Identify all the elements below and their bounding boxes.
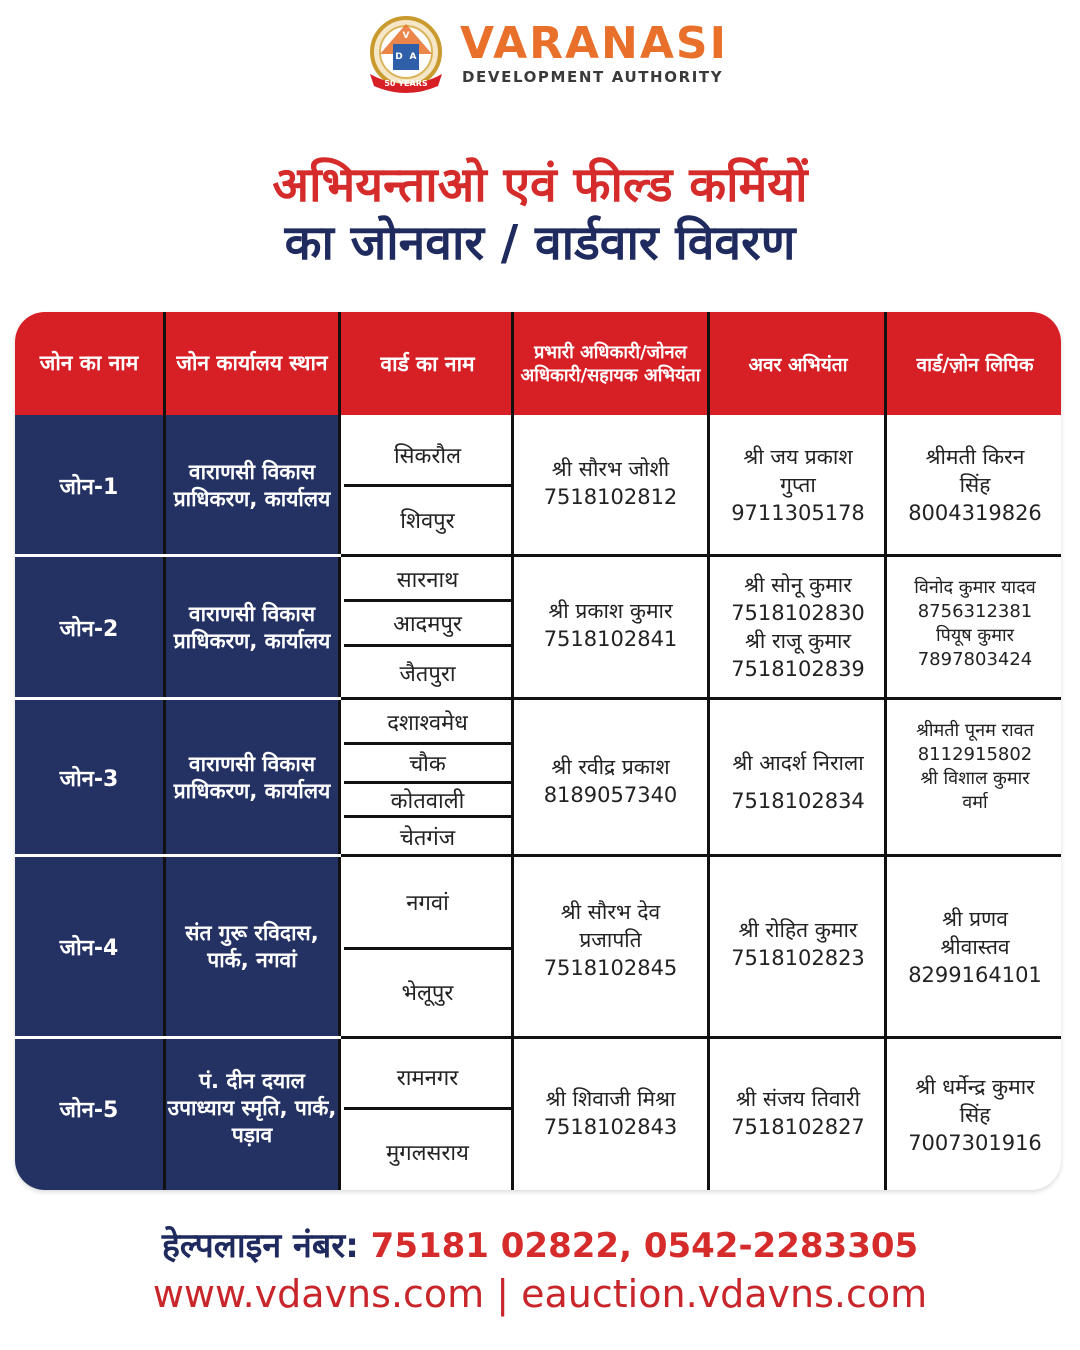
clerk-name: श्री प्रणव	[942, 907, 1008, 931]
je-phone: 7518102839	[731, 657, 865, 681]
zone-1-office: वाराणसी विकास प्राधिकरण, कार्यालय	[173, 459, 331, 511]
ward-divider	[344, 947, 511, 950]
row-divider	[341, 854, 1061, 857]
clerk-phone: 8299164101	[908, 963, 1042, 987]
officer-phone: 8189057340	[543, 782, 678, 807]
zone-1-clerk	[889, 440, 1061, 530]
ward-divider	[344, 599, 511, 602]
row-divider	[341, 554, 1061, 557]
clerk-name-cont: वर्मा	[962, 792, 988, 813]
je-phone: 7518102834	[731, 789, 865, 813]
officer-name: श्री शिवाजी मिश्रा	[545, 1086, 676, 1111]
brand-name: VARANASI	[460, 18, 728, 69]
officer-name: श्री सौरभ जोशी	[551, 456, 670, 481]
ward-chetganj: चेतगंज	[399, 826, 456, 851]
svg-text:D: D	[395, 52, 403, 62]
zone-2-office: वाराणसी विकास प्राधिकरण, कार्यालय	[173, 601, 331, 653]
row-divider	[15, 697, 341, 700]
table-header-row	[15, 312, 1061, 415]
officer-name: श्री सौरभ देव	[560, 900, 661, 924]
je-name: श्री राजू कुमार	[745, 629, 851, 653]
ward-bhelupur: भेलूपुर	[401, 981, 454, 1006]
zone-5-officer	[514, 1070, 707, 1155]
svg-text:V: V	[402, 31, 410, 41]
ward-kotwali: कोतवाली	[390, 788, 465, 814]
clerk-name: विनोद कुमार यादव	[914, 577, 1036, 598]
je-name-cont: गुप्ता	[780, 473, 816, 497]
clerk-name: श्री विशाल कुमार	[920, 768, 1030, 789]
je-phone: 7518102830	[731, 601, 865, 625]
je-name: श्री आदर्श निराला	[732, 751, 864, 775]
row-divider	[15, 854, 341, 857]
zone-5-office: पं. दीन दयाल उपाध्याय स्मृति, पार्क, पड़ाव	[167, 1069, 337, 1147]
ward-ramnagar: रामनगर	[396, 1066, 459, 1091]
ward-chowk: चौक	[409, 752, 446, 777]
header-junior-engineer: अवर अभियंता	[748, 353, 848, 376]
je-name: श्री सोनू कुमार	[744, 573, 852, 597]
header-clerk: वार्ड/ज़ोन लिपिक	[916, 353, 1034, 376]
row-divider	[341, 1036, 1061, 1039]
zone-1-junior-engineer	[712, 440, 884, 530]
officer-name: श्री रवीद्र प्रकाश	[551, 754, 670, 779]
zone-4-officer	[514, 890, 707, 990]
website-links[interactable]: www.vdavns.com | eauction.vdavns.com	[152, 1272, 928, 1316]
clerk-name-cont: सिंह	[959, 473, 991, 497]
officer-name-cont: प्रजापति	[579, 928, 642, 952]
je-name: श्री संजय तिवारी	[735, 1086, 861, 1111]
zone-details-table	[15, 312, 1061, 1190]
zone-3-junior-engineer	[712, 737, 884, 827]
ward-mughalsarai: मुगलसराय	[386, 1141, 469, 1166]
zone-4-name: जोन-4	[59, 936, 119, 961]
grid-line	[707, 312, 710, 1190]
zone-2-officer	[514, 582, 707, 667]
clerk-phone: 8756312381	[917, 601, 1033, 622]
ward-divider	[344, 644, 511, 647]
je-phone: 9711305178	[731, 501, 865, 525]
page-title-line-2: का जोनवार / वार्डवार विवरण	[284, 215, 796, 271]
clerk-phone: 8004319826	[908, 501, 1042, 525]
ward-nagwan: नगवां	[406, 891, 449, 916]
ward-divider	[344, 781, 511, 784]
officer-phone: 7518102812	[543, 484, 678, 509]
ward-sikraul: सिकरौल	[393, 444, 462, 469]
zone-1-officer	[514, 440, 707, 525]
zone-3-officer	[514, 738, 707, 823]
ward-divider	[344, 484, 511, 487]
zone-3-office: वाराणसी विकास प्राधिकरण, कार्यालय	[173, 751, 331, 803]
grid-line	[338, 312, 341, 1190]
zone-4-clerk	[889, 902, 1061, 992]
grid-line	[163, 312, 166, 1190]
row-divider	[15, 1036, 341, 1039]
svg-text:50 YEARS: 50 YEARS	[384, 79, 428, 88]
je-phone: 7518102823	[731, 946, 865, 970]
header-zone-office: जोन कार्यालय स्थान	[176, 351, 328, 375]
clerk-name: श्रीमती पूनम रावत	[916, 720, 1034, 741]
clerk-phone: 7897803424	[917, 649, 1033, 670]
helpline-numbers[interactable]: 75181 02822, 0542-2283305	[370, 1226, 919, 1266]
ward-divider	[344, 815, 511, 818]
grid-line	[884, 312, 887, 1190]
ward-dashashwamedh: दशाश्वमेध	[387, 711, 468, 736]
clerk-name-cont: श्रीवास्तव	[940, 935, 1010, 959]
vda-emblem-icon	[366, 14, 446, 96]
je-name: श्री जय प्रकाश	[743, 445, 853, 469]
row-divider	[15, 554, 341, 557]
officer-name: श्री प्रकाश कुमार	[548, 598, 673, 623]
clerk-phone: 8112915802	[917, 744, 1033, 765]
ward-sarnath: सारनाथ	[396, 568, 459, 593]
row-divider	[341, 697, 1061, 700]
helpline	[0, 1224, 1080, 1268]
officer-phone: 7518102845	[543, 956, 678, 980]
header-zone-name: जोन का नाम	[39, 351, 139, 375]
ward-shivpur: शिवपुर	[400, 509, 455, 534]
header-ward-name: वार्ड का नाम	[380, 351, 475, 376]
clerk-name: श्री धर्मेन्द्र कुमार	[915, 1075, 1035, 1099]
zone-5-clerk	[889, 1070, 1061, 1160]
zone-5-junior-engineer	[712, 1070, 884, 1155]
officer-phone: 7518102841	[543, 626, 678, 651]
zone-2-name: जोन-2	[59, 616, 119, 642]
svg-text:A: A	[409, 52, 417, 62]
zone-3-clerk	[889, 717, 1061, 817]
helpline-label: हेल्पलाइन नंबर:	[161, 1226, 359, 1266]
ward-divider	[344, 1107, 511, 1110]
zone-2-clerk	[889, 574, 1061, 674]
vda-logo	[366, 14, 728, 100]
ward-divider	[344, 742, 511, 745]
je-name: श्री रोहित कुमार	[738, 918, 858, 942]
je-phone: 7518102827	[731, 1114, 865, 1139]
zone-2-junior-engineer	[712, 567, 884, 687]
clerk-name: पियूष कुमार	[935, 625, 1015, 646]
clerk-name-cont: सिंह	[959, 1103, 991, 1127]
zone-3-name: जोन-3	[59, 766, 119, 792]
officer-phone: 7518102843	[543, 1114, 678, 1139]
page-title-line-1: अभियन्ताओ एवं फील्ड कर्मियों	[272, 157, 808, 213]
zone-4-junior-engineer	[712, 904, 884, 984]
zone-4-office: संत गुरू रविदास, पार्क, नगवां	[185, 921, 319, 972]
grid-line	[511, 312, 514, 1190]
clerk-phone: 7007301916	[908, 1131, 1042, 1155]
clerk-name: श्रीमती किरन	[925, 445, 1025, 469]
brand-subtitle: DEVELOPMENT AUTHORITY	[462, 68, 724, 86]
header-officer: प्रभारी अधिकारी/जोनल अधिकारी/सहायक अभियंता	[520, 341, 701, 386]
zone-1-name: जोन-1	[59, 474, 119, 500]
ward-jaitpura: जैतपुरा	[399, 662, 456, 687]
zone-5-name: जोन-5	[59, 1097, 119, 1123]
ward-adampur: आदमपुर	[393, 612, 462, 637]
